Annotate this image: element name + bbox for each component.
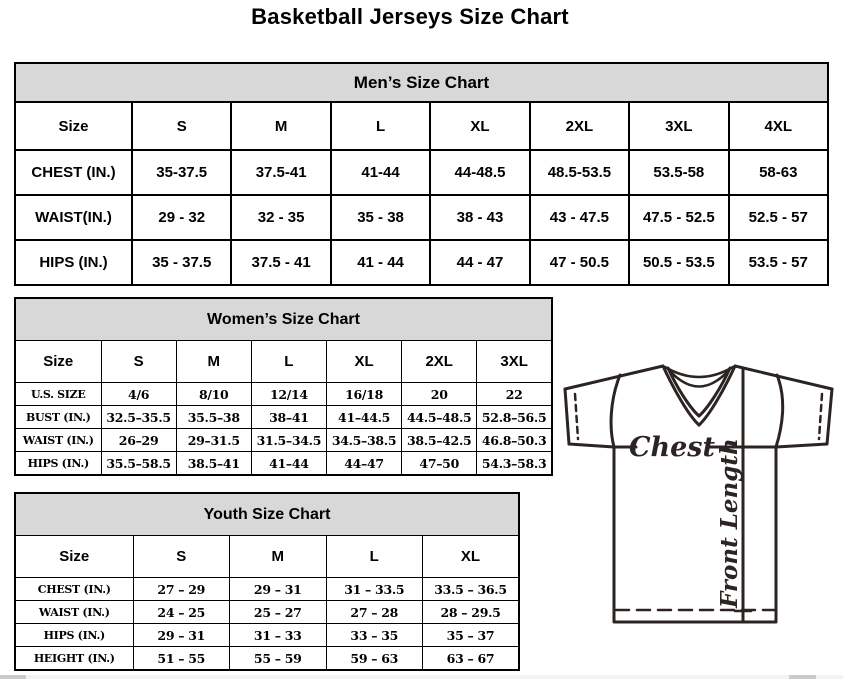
womens-waist-row [15,429,552,452]
womens-col-3xl: 3XL [477,341,552,383]
cell: 29 – 31 [230,578,327,601]
scrollbar-right-segment[interactable] [789,675,816,679]
cell: 47.5 - 52.5 [629,195,728,240]
cell: 25 – 27 [230,601,327,624]
cell: 27 – 28 [326,601,423,624]
row-label: CHEST (IN.) [15,578,133,601]
youth-height-row [15,647,519,671]
youth-table-title: Youth Size Chart [15,493,519,536]
row-label: CHEST (IN.) [15,150,132,195]
youth-col-m: M [230,536,327,578]
cell: 26–29 [101,429,176,452]
cell: 28 – 29.5 [423,601,520,624]
mens-chest-row [15,150,828,195]
row-label: HIPS (IN.) [15,240,132,285]
cell: 33 – 35 [326,624,423,647]
cell: 35.5–38 [176,406,251,429]
cell: 32 - 35 [231,195,330,240]
row-label: HIPS (IN.) [15,452,101,476]
row-label: WAIST (IN.) [15,429,101,452]
youth-col-s: S [133,536,230,578]
row-label: U.S. SIZE [15,383,101,406]
row-label: WAIST (IN.) [15,601,133,624]
cell: 35 – 37 [423,624,520,647]
cell: 34.5–38.5 [326,429,401,452]
page-title: Basketball Jerseys Size Chart [251,4,569,29]
cell: 12/14 [251,383,326,406]
womens-size-label: Size [15,341,101,383]
womens-col-l: L [251,341,326,383]
womens-size-header-row [15,341,552,383]
womens-col-2xl: 2XL [402,341,477,383]
cell: 4/6 [101,383,176,406]
mens-col-2xl: 2XL [530,102,629,150]
cell: 44.5–48.5 [402,406,477,429]
cell: 38–41 [251,406,326,429]
cell: 41-44 [331,150,430,195]
mens-hips-row [15,240,828,285]
mens-waist-row [15,195,828,240]
cell: 35 - 37.5 [132,240,231,285]
cell: 20 [402,383,477,406]
cell: 48.5-53.5 [530,150,629,195]
cell: 54.3–58.3 [477,452,552,476]
cell: 63 – 67 [423,647,520,671]
cell: 51 – 55 [133,647,230,671]
womens-col-xl: XL [326,341,401,383]
mens-col-m: M [231,102,330,150]
front-length-label: Front Length [716,438,743,608]
cell: 44-48.5 [430,150,529,195]
youth-col-l: L [326,536,423,578]
mens-col-3xl: 3XL [629,102,728,150]
cell: 33.5 – 36.5 [423,578,520,601]
mens-size-table [14,62,829,286]
cell: 43 - 47.5 [530,195,629,240]
womens-bust-row [15,406,552,429]
womens-hips-row [15,452,552,476]
womens-col-m: M [176,341,251,383]
cell: 41 - 44 [331,240,430,285]
youth-waist-row [15,601,519,624]
cell: 52.8–56.5 [477,406,552,429]
cell: 38.5–41 [176,452,251,476]
cell: 41–44.5 [326,406,401,429]
cell: 53.5 - 57 [729,240,828,285]
horizontal-scrollbar[interactable] [0,675,843,679]
scrollbar-left-segment[interactable] [0,675,26,679]
cell: 58-63 [729,150,828,195]
youth-size-table [14,492,520,671]
jersey-measurement-diagram-icon [556,358,843,660]
row-label: HIPS (IN.) [15,624,133,647]
cell: 44–47 [326,452,401,476]
cell: 22 [477,383,552,406]
row-label: BUST (IN.) [15,406,101,429]
mens-table-title: Men’s Size Chart [15,63,828,102]
mens-col-s: S [132,102,231,150]
youth-size-label: Size [15,536,133,578]
cell: 31 – 33 [230,624,327,647]
cell: 35-37.5 [132,150,231,195]
cell: 16/18 [326,383,401,406]
mens-col-l: L [331,102,430,150]
cell: 35 - 38 [331,195,430,240]
row-label: WAIST(IN.) [15,195,132,240]
mens-col-xl: XL [430,102,529,150]
cell: 32.5–35.5 [101,406,176,429]
cell: 47–50 [402,452,477,476]
cell: 53.5-58 [629,150,728,195]
cell: 37.5-41 [231,150,330,195]
womens-size-table [14,297,553,476]
youth-table-caption-row [15,493,519,536]
cell: 41–44 [251,452,326,476]
cell: 47 - 50.5 [530,240,629,285]
cell: 52.5 - 57 [729,195,828,240]
womens-table-caption-row [15,298,552,341]
youth-size-header-row [15,536,519,578]
womens-ussize-row [15,383,552,406]
cell: 37.5 - 41 [231,240,330,285]
cell: 8/10 [176,383,251,406]
cell: 29 – 31 [133,624,230,647]
youth-hips-row [15,624,519,647]
chest-label: Chest [629,432,715,463]
cell: 29 - 32 [132,195,231,240]
cell: 46.8–50.3 [477,429,552,452]
youth-col-xl: XL [423,536,520,578]
cell: 55 – 59 [230,647,327,671]
row-label: HEIGHT (IN.) [15,647,133,671]
mens-col-4xl: 4XL [729,102,828,150]
cell: 44 - 47 [430,240,529,285]
cell: 24 – 25 [133,601,230,624]
cell: 29–31.5 [176,429,251,452]
cell: 31.5–34.5 [251,429,326,452]
womens-col-s: S [101,341,176,383]
cell: 27 – 29 [133,578,230,601]
cell: 31 – 33.5 [326,578,423,601]
mens-size-header-row [15,102,828,150]
youth-chest-row [15,578,519,601]
mens-table-caption-row [15,63,828,102]
cell: 35.5–58.5 [101,452,176,476]
cell: 59 – 63 [326,647,423,671]
cell: 38.5–42.5 [402,429,477,452]
cell: 38 - 43 [430,195,529,240]
cell: 50.5 - 53.5 [629,240,728,285]
mens-size-label: Size [15,102,132,150]
womens-table-title: Women’s Size Chart [15,298,552,341]
